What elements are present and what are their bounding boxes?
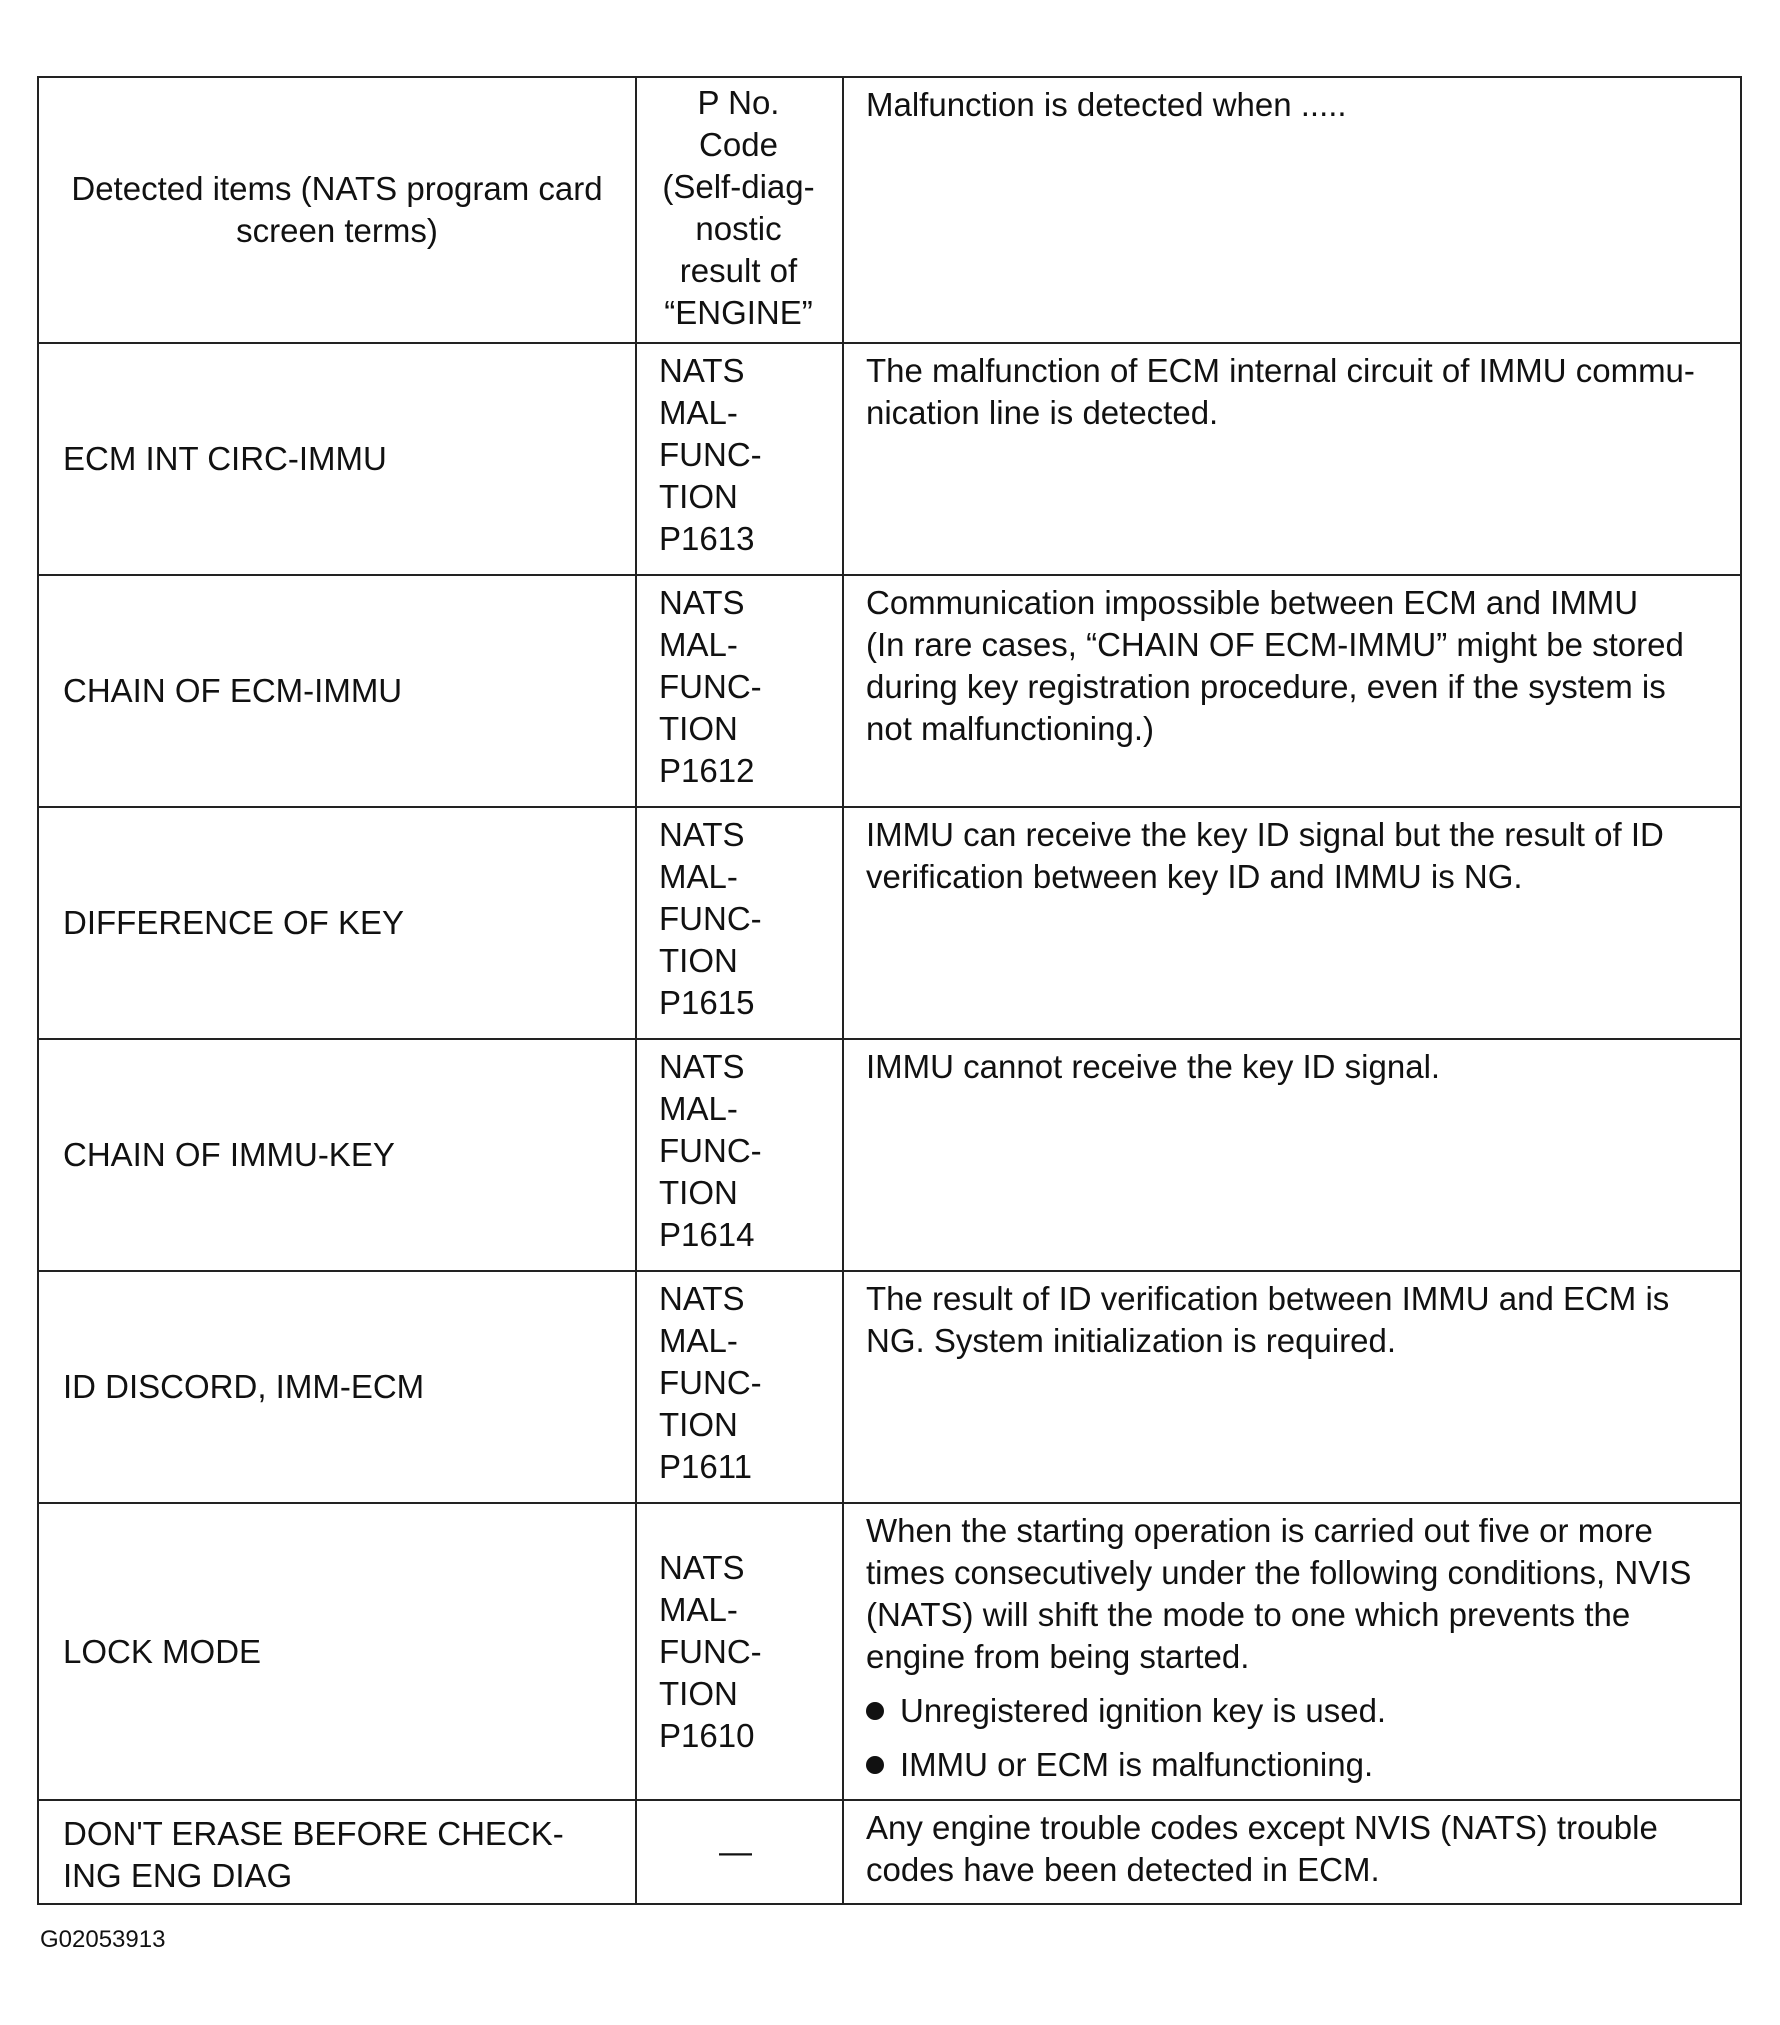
code-text-line: MAL- <box>659 1090 738 1127</box>
code-text-line: TION <box>659 1406 738 1443</box>
malfunction-description-cell <box>843 1271 1741 1503</box>
description-text-line: Any engine trouble codes except NVIS (NATS) trouble <box>866 1809 1658 1846</box>
code-text-line: P1613 <box>659 520 755 557</box>
table-row <box>38 343 1741 575</box>
description-text-line: (In rare cases, “CHAIN OF ECM-IMMU” might be stored <box>866 626 1684 663</box>
code-text-line: NATS <box>659 1048 745 1085</box>
figure-id-label: G02053913 <box>40 1926 166 1953</box>
nats-diagnostic-table <box>37 76 1742 1905</box>
code-text-line: FUNC- <box>659 436 762 473</box>
table-row <box>38 1503 1741 1800</box>
code-text-line: NATS <box>659 816 745 853</box>
malfunction-description-cell <box>843 343 1741 575</box>
description-text-line: during key registration procedure, even if the system is <box>866 668 1666 705</box>
p-code-cell <box>636 1039 843 1271</box>
detected-item-cell <box>38 1271 636 1503</box>
table-row <box>38 807 1741 1039</box>
code-text-line: NATS <box>659 584 745 621</box>
table-row <box>38 575 1741 807</box>
detected-item-text: ING ENG DIAG <box>63 1857 293 1894</box>
bullet-item <box>866 1744 1728 1786</box>
code-text-line: TION <box>659 1674 738 1712</box>
description-text-line: not malfunctioning.) <box>866 710 1154 747</box>
code-text-line: — <box>719 1833 752 1870</box>
p-code-cell <box>636 1503 843 1800</box>
code-text-line: P1614 <box>659 1216 755 1253</box>
description-text-line: IMMU can receive the key ID signal but the result of ID <box>866 816 1664 853</box>
code-text-line: FUNC- <box>659 668 762 705</box>
code-text-line: P1612 <box>659 752 755 789</box>
code-text-line: NATS <box>659 1280 745 1317</box>
bullet-icon <box>866 1702 884 1720</box>
detected-item-cell <box>38 1503 636 1800</box>
code-text-line: MAL- <box>659 626 738 663</box>
malfunction-description-cell <box>843 1800 1741 1904</box>
description-text-line: engine from being started. <box>866 1638 1250 1675</box>
code-text-line: MAL- <box>659 394 738 431</box>
table-row <box>38 1271 1741 1503</box>
detected-item-text: ECM INT CIRC-IMMU <box>63 440 387 477</box>
description-text-line: NG. System initialization is required. <box>866 1322 1397 1359</box>
detected-item-text: DIFFERENCE OF KEY <box>63 904 405 941</box>
header-text-line: (Self-diag- <box>662 168 815 205</box>
detected-item-cell <box>38 575 636 807</box>
description-text-line: times consecutively under the following conditions, NVIS <box>866 1554 1692 1591</box>
header-p-no-code <box>636 77 843 343</box>
code-text-line: FUNC- <box>659 1632 762 1670</box>
detected-item-text: DON'T ERASE BEFORE CHECK- <box>63 1815 564 1852</box>
code-text-line: P1610 <box>659 1716 755 1754</box>
description-text-line: The result of ID verification between IMMU and ECM is <box>866 1280 1670 1317</box>
description-text-line: codes have been detected in ECM. <box>866 1851 1380 1888</box>
detected-item-cell <box>38 807 636 1039</box>
description-text-line: When the starting operation is carried out five or more <box>866 1512 1653 1549</box>
bullet-item <box>866 1690 1728 1732</box>
p-code-cell <box>636 807 843 1039</box>
code-text-line: P1615 <box>659 984 755 1021</box>
code-text-line: NATS <box>659 352 745 389</box>
malfunction-description-cell <box>843 807 1741 1039</box>
detected-item-text: LOCK MODE <box>63 1632 262 1670</box>
code-text-line: MAL- <box>659 1322 738 1359</box>
p-code-cell <box>636 575 843 807</box>
header-detected-items <box>38 77 636 343</box>
detected-item-cell <box>38 1039 636 1271</box>
code-text-line: TION <box>659 710 738 747</box>
header-text-line: P No. <box>697 84 780 121</box>
table-row <box>38 1039 1741 1271</box>
code-text-line: MAL- <box>659 858 738 895</box>
code-text-line: P1611 <box>659 1448 752 1485</box>
code-text-line: MAL- <box>659 1590 738 1628</box>
description-text-line: verification between key ID and IMMU is NG. <box>866 858 1523 895</box>
header-text-line: result of <box>679 252 798 289</box>
p-code-cell <box>636 1800 843 1904</box>
p-code-cell <box>636 1271 843 1503</box>
description-text-line: (NATS) will shift the mode to one which prevents the <box>866 1596 1631 1633</box>
code-text-line: TION <box>659 1174 738 1211</box>
table-header-row <box>38 77 1741 343</box>
header-text-line: “ENGINE” <box>664 294 813 331</box>
header-text-line: nostic <box>695 210 782 247</box>
header-text-line: Detected items (NATS program card <box>71 170 603 207</box>
detected-item-text: CHAIN OF ECM-IMMU <box>63 672 403 709</box>
detected-item-text: ID DISCORD, IMM-ECM <box>63 1368 425 1405</box>
p-code-cell <box>636 343 843 575</box>
header-text-line: screen terms) <box>236 212 438 249</box>
detected-item-text: CHAIN OF IMMU-KEY <box>63 1136 395 1173</box>
bullet-text: Unregistered ignition key is used. <box>900 1692 1387 1729</box>
header-malfunction-detected <box>843 77 1741 343</box>
malfunction-description-cell <box>843 575 1741 807</box>
header-text-line: Code <box>699 126 778 163</box>
malfunction-description-cell <box>843 1503 1741 1800</box>
description-text-line: Communication impossible between ECM and IMMU <box>866 584 1639 621</box>
bullet-icon <box>866 1756 884 1774</box>
code-text-line: TION <box>659 942 738 979</box>
header-text-line: Malfunction is detected when ..... <box>866 86 1347 123</box>
code-text-line: TION <box>659 478 738 515</box>
detected-item-cell <box>38 343 636 575</box>
malfunction-description-cell <box>843 1039 1741 1271</box>
bullet-text: IMMU or ECM is malfunctioning. <box>900 1746 1374 1783</box>
code-text-line: FUNC- <box>659 900 762 937</box>
description-text-line: IMMU cannot receive the key ID signal. <box>866 1048 1441 1085</box>
description-text-line: The malfunction of ECM internal circuit of IMMU commu- <box>866 352 1695 389</box>
code-text-line: NATS <box>659 1548 745 1586</box>
code-text-line: FUNC- <box>659 1364 762 1401</box>
table-row <box>38 1800 1741 1904</box>
description-text-line: nication line is detected. <box>866 394 1219 431</box>
detected-item-cell <box>38 1800 636 1904</box>
code-text-line: FUNC- <box>659 1132 762 1169</box>
